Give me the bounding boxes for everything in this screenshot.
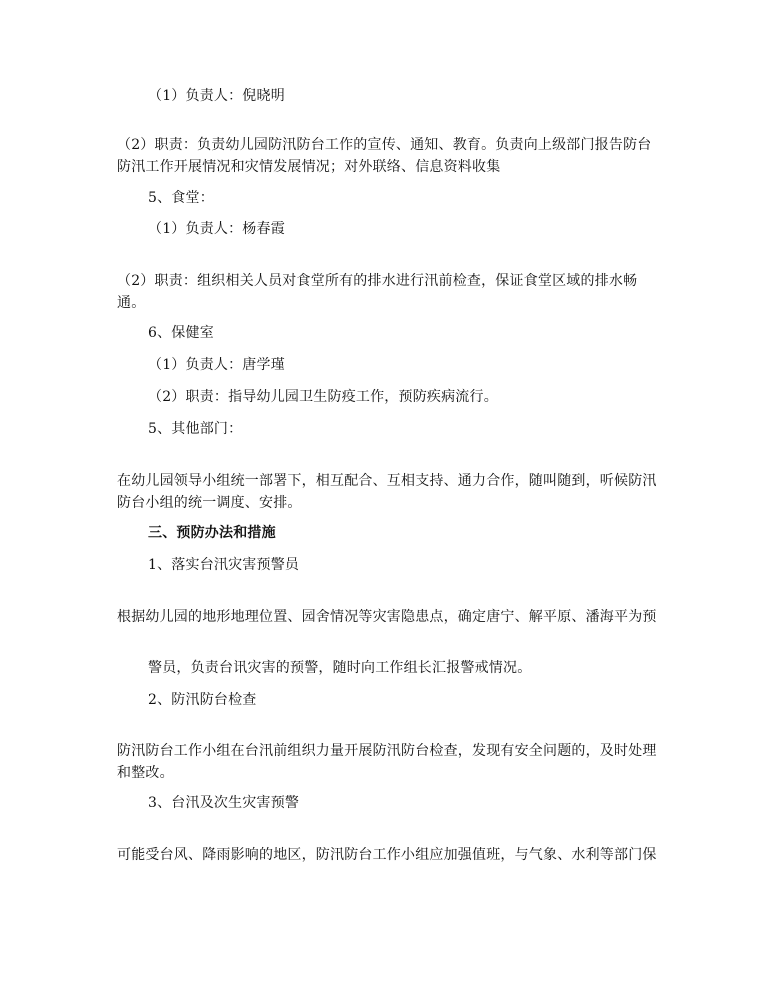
paragraph-disaster-warning-heading: 3、台汛及次生灾害预警 bbox=[148, 795, 300, 811]
paragraph-warning-officer-heading: 1、落实台汛灾害预警员 bbox=[148, 557, 300, 573]
paragraph-warning-officer-body: 根据幼儿园的地形地理位置、园舍情况等灾害隐患点，确定唐宁、解平原、潘海平为预 bbox=[117, 609, 657, 625]
paragraph-responsible-person-2: （1）负责人：杨春霞 bbox=[148, 221, 285, 237]
paragraph-responsible-person-3: （1）负责人：唐学瑾 bbox=[148, 357, 285, 373]
section-heading-prevention: 三、预防办法和措施 bbox=[148, 525, 276, 541]
paragraph-duty-publicity: （2）职责：负责幼儿园防汛防台工作的宣传、通知、教育。负责向上级部门报告防台防汛工作开展情况和灾情发展情况；对外联络、信息资料收集 bbox=[117, 137, 652, 175]
paragraph-responsible-person-1: （1）负责人：倪晓明 bbox=[148, 88, 285, 104]
paragraph-other-departments: 5、其他部门： bbox=[148, 421, 243, 437]
paragraph-inspection-heading: 2、防汛防台检查 bbox=[148, 692, 257, 708]
paragraph-duty-clinic: （2）职责：指导幼儿园卫生防疫工作，预防疾病流行。 bbox=[148, 389, 498, 405]
paragraph-canteen-heading: 5、食堂： bbox=[148, 190, 214, 206]
paragraph-clinic-heading: 6、保健室 bbox=[148, 325, 214, 341]
paragraph-disaster-warning-body: 可能受台风、降雨影响的地区，防汛防台工作小组应加强值班，与气象、水利等部门保 bbox=[117, 847, 657, 863]
paragraph-duty-canteen: （2）职责：组织相关人员对食堂所有的排水进行汛前检查，保证食堂区域的排水畅通。 bbox=[117, 273, 638, 311]
paragraph-inspection-body: 防汛防台工作小组在台汛前组织力量开展防汛防台检查，发现有安全问题的，及时处理和整改。 bbox=[117, 743, 657, 781]
paragraph-coordination: 在幼儿园领导小组统一部署下，相互配合、互相支持、通力合作，随叫随到，听候防汛防台小组的统一调度、安排。 bbox=[117, 473, 657, 511]
paragraph-warning-officer-duty: 警员，负责台讯灾害的预警，随时向工作组长汇报警戒情况。 bbox=[148, 660, 532, 676]
